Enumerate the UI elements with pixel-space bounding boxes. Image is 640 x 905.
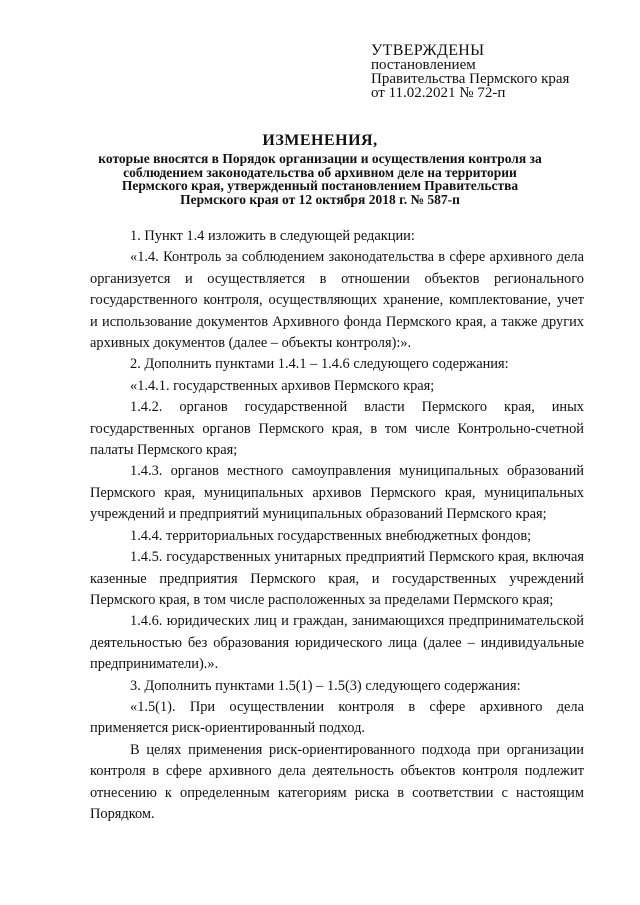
paragraph: «1.4. Контроль за соблюдением законодательства в сфере архивного дела организуется и осуществляется в отношении объектов регионального государственного контроля, осуществляющих хранение, комплектование, учет и использование документов Архивного фонда Пермского края, а также других архивных документов (далее – объекты контроля):». — [90, 249, 584, 352]
paragraph: «1.5(1). При осуществлении контроля в сфере архивного дела применяется риск-ориентированный подход. — [90, 698, 584, 737]
approval-line-1: постановлением — [371, 57, 476, 73]
paragraph: «1.4.1. государственных архивов Пермского края; — [130, 377, 435, 394]
paragraph: 1. Пункт 1.4 изложить в следующей редакции: — [130, 228, 415, 244]
paragraph: 1.4.5. государственных унитарных предприятий Пермского края, включая казенные предприятия Пермского края, и государственных учреждений Пермского края, в том числе расположенных за пределами Пермского края; — [90, 549, 584, 608]
document-subtitle: которые вносятся в Порядок организации и осуществления контроля за соблюдением законодательства об архивном деле на территории Пермского края, утвержденный постановлением Правительства Пермского края от 12 октября 2018 г. № 587-п — [98, 151, 542, 207]
approval-line-3: от 11.02.2021 № 72-п — [371, 85, 506, 101]
paragraph: 1.4.3. органов местного самоуправления муниципальных образований Пермского края, муниципальных архивов Пермского края, муниципальных учреждений и предприятий муниципальных образований Пермского края; — [90, 463, 584, 523]
document-body — [90, 226, 584, 825]
document-title: ИЗМЕНЕНИЯ, — [262, 132, 378, 149]
approval-heading: УТВЕРЖДЕНЫ — [371, 42, 485, 59]
paragraph: 1.4.6. юридических лиц и граждан, занимающихся предпринимательской деятельностью без образования юридического лица (далее – индивидуальные предприниматели).». — [90, 613, 584, 673]
paragraph: 1.4.2. органов государственной власти Пермского края, иных государственных органов Пермского края, в том числе Контрольно-счетной палаты Пермского края; — [90, 399, 584, 459]
paragraph: 2. Дополнить пунктами 1.4.1 – 1.4.6 следующего содержания: — [130, 356, 509, 373]
paragraph: 3. Дополнить пунктами 1.5(1) – 1.5(3) следующего содержания: — [130, 677, 521, 694]
paragraph: В целях применения риск-ориентированного подхода при организации контроля в сфере архивного дела деятельность объектов контроля подлежит отнесению к определенным категориям риска в соответствии с настоящим Порядком. — [90, 741, 584, 822]
approval-line-2: Правительства Пермского края — [371, 71, 570, 87]
paragraph: 1.4.4. территориальных государственных внебюджетных фондов; — [130, 527, 532, 544]
approval-block — [371, 44, 621, 100]
